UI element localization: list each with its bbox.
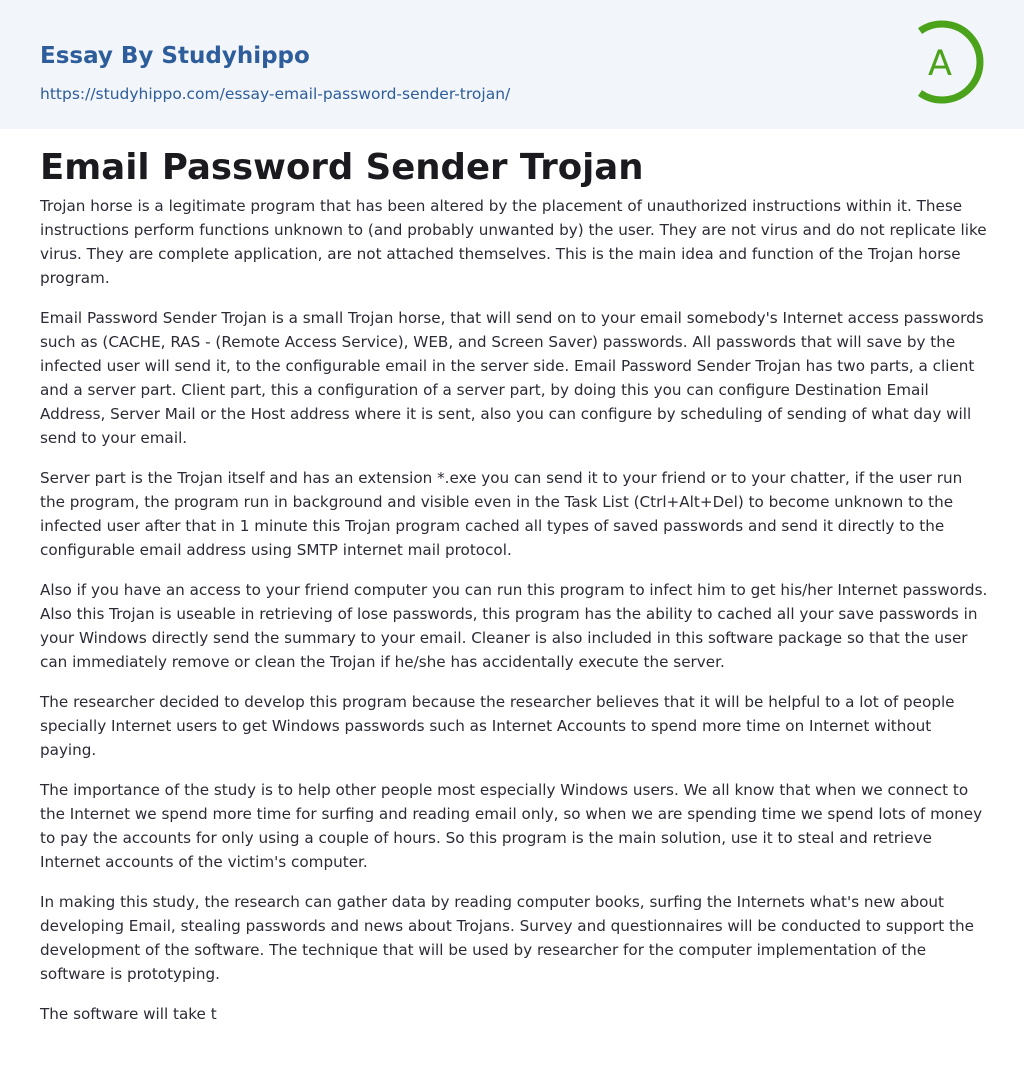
essay-paragraph-1: Trojan horse is a legitimate program that has been altered by the placement of unauthorized instructions within it. These instructions perform functions unknown to (and probably unwanted by) the user. They are not virus and do not replicate like virus. They are complete application, are not attached themselves. This is the main idea and function of the Trojan horse program.	[40, 197, 987, 287]
essay-paragraph-4: Also if you have an access to your friend computer you can run this program to infect him to get his/her Internet passwords. Also this Trojan is useable in retrieving of lose passwords, this program has the ability to cached all your save passwords in your Windows directly send the summary to your email. Cleaner is also included in this software package so that the user can immediately remove or clean the Trojan if he/she has accidentally execute the server.	[40, 581, 988, 671]
essay-paragraph-6: The importance of the study is to help other people most especially Windows users. We all know that when we connect to the Internet we spend more time for surfing and reading email only, so when we are spending time we spend lots of money to pay the accounts for only using a couple of hours. So this program is the main solution, use it to steal and retrieve Internet accounts of the victim's computer.	[40, 781, 983, 871]
essay-paragraph-2: Email Password Sender Trojan is a small Trojan horse, that will send on to your email somebody's Internet access passwords such as (CACHE, RAS - (Remote Access Service), WEB, and Screen Saver) passwords. All passwords that will save by the infected user will send it, to the configurable email in the server side. Email Password Sender Trojan has two parts, a client and a server part. Client part, this a configuration of a server part, by doing this you can configure Destination Email Address, Server Mail or the Host address where it is sent, also you can configure by scheduling of sending of what day will send to your email.	[40, 309, 984, 447]
page-title: Email Password Sender Trojan	[40, 147, 644, 188]
essay-paragraph-8-truncated: The software will take t	[40, 1005, 217, 1023]
essay-body	[40, 194, 988, 1042]
essay-paragraph-7: In making this study, the research can gather data by reading computer books, surfing the Internets what's new about developing Email, stealing passwords and news about Trojans. Survey and questionnaires will be conducted to support the development of the software. The technique that will be used by researcher for the computer implementation of the software is prototyping.	[40, 893, 974, 983]
site-title[interactable]: Essay By Studyhippo	[40, 43, 310, 69]
essay-paragraph-3: Server part is the Trojan itself and has an extension *.exe you can send it to your friend or to your chatter, if the user run the program, the program run in background and visible even in the Task List (Ctrl+Alt+Del) to become unknown to the infected user after that in 1 minute this Trojan program cached all types of saved passwords and send it directly to the configurable email address using SMTP internet mail protocol.	[40, 469, 963, 559]
logo-letter: A	[928, 44, 952, 84]
essay-url-link[interactable]: https://studyhippo.com/essay-email-password-sender-trojan/	[40, 85, 511, 103]
essay-paragraph-5: The researcher decided to develop this program because the researcher believes that it will be helpful to a lot of people specially Internet users to get Windows passwords such as Internet Accounts to spend more time on Internet without paying.	[40, 693, 955, 759]
studyhippo-logo-icon[interactable]	[908, 17, 988, 107]
